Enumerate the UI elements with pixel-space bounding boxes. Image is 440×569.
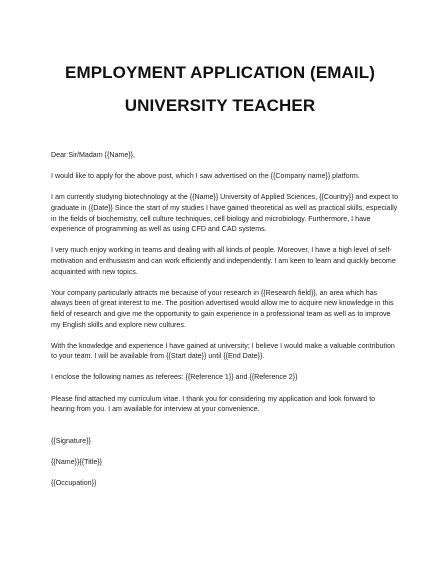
signature-placeholder: {{Signature}} xyxy=(51,437,91,446)
name-title-placeholder: {{Name}}{{Title}} xyxy=(51,458,103,467)
occupation-placeholder: {{Occupation}} xyxy=(51,479,97,488)
paragraph-motivation: Your company particularly attracts me because of your research in {{Research field}}, an area which has always been of great interest to me. The position advertised would allow me to acquire new knowledge in this field of research and give me the opportunity to gain experience in a professional team as well as to improve my English skills and explore new cultures. xyxy=(51,288,394,329)
paragraph-intro: I would like to apply for the above post, which I saw advertised on the {{Company name}} platform. xyxy=(51,172,360,181)
paragraph-contribution: With the knowledge and experience I have gained at university; I believe I would make a valuable contribution to your team. I will be available from {{Start date}} until {{End Date}}. xyxy=(51,341,395,361)
paragraph-referees: I enclose the following names as referees: {{Reference 1}} and {{Reference 2}} xyxy=(51,373,298,382)
document-subtitle: UNIVERSITY TEACHER xyxy=(124,96,316,115)
paragraph-teamwork: I very much enjoy working in teams and dealing with all kinds of people. Moreover, I have a high level of self-motivation and enthusiasm and can work efficiently and independently. I am keen to learn and quickly become acquainted with new topics. xyxy=(51,246,396,276)
paragraph-studies: I am currently studying biotechnology at the {{Name}} University of Applied Sciences, {{Country}} and expect to graduate in {{Date}} Since the start of my studies I have gained theoretical as well as practical skills, especially in the fields of biochemistry, cell culture techniques, cell biology and microbiology. Furthermore, I have experience of programming as well as using CFD and CAD systems. xyxy=(51,193,399,234)
letter-body xyxy=(51,150,399,500)
document-title: EMPLOYMENT APPLICATION (EMAIL) xyxy=(65,63,375,82)
salutation: Dear Sir/Madam {{Name}}, xyxy=(51,151,135,159)
paragraph-closing: Please find attached my curriculum vitae. I thank you for considering my application and look forward to hearing from you. I am available for interview at your convenience. xyxy=(51,394,376,414)
